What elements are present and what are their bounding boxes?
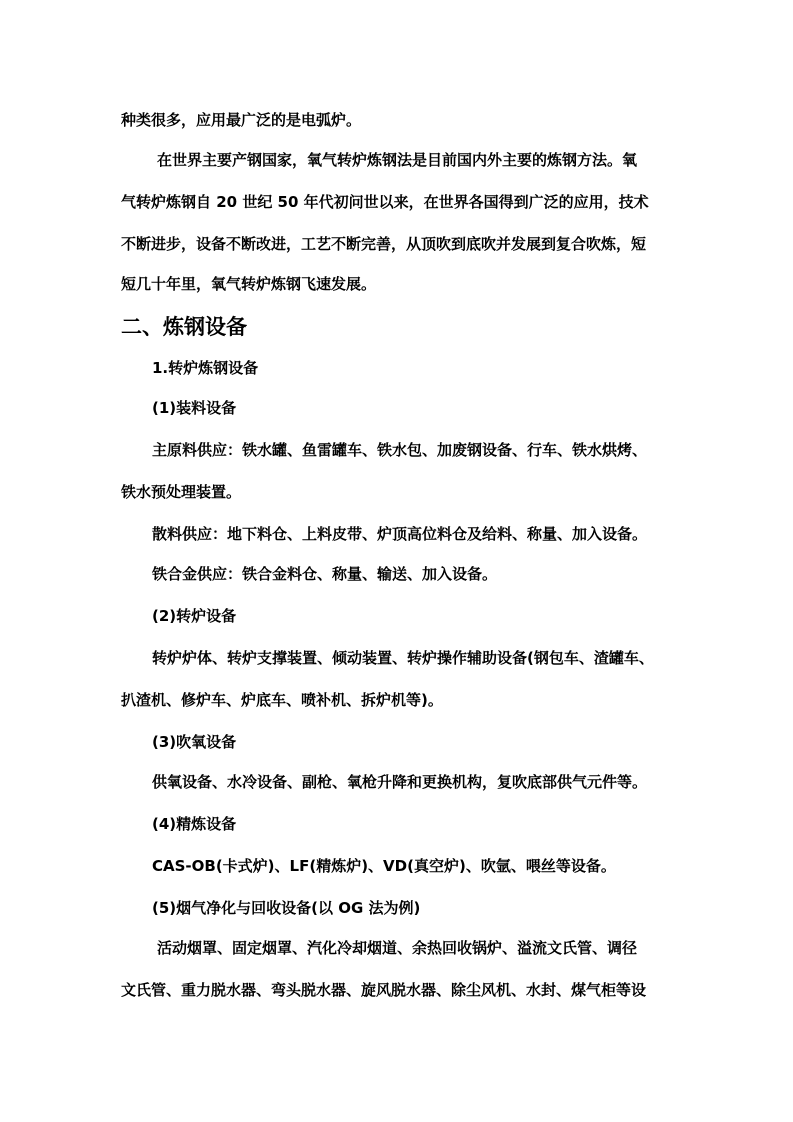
paragraph-line: 种类很多，应用最广泛的是电弧炉。 [121, 111, 362, 129]
subsection-heading: (3)吹氧设备 [152, 733, 237, 751]
paragraph-line: 文氏管、重力脱水器、弯头脱水器、旋风脱水器、除尘风机、水封、煤气柜等设 [121, 981, 647, 999]
paragraph-line: 铁水预处理装置。 [121, 483, 242, 501]
section-heading: 二、炼钢设备 [121, 315, 247, 339]
paragraph-line: 短几十年里，氧气转炉炼钢飞速发展。 [121, 275, 377, 293]
subsection-heading: (4)精炼设备 [152, 815, 237, 833]
paragraph-line: 铁合金供应：铁合金料仓、称量、输送、加入设备。 [152, 565, 498, 583]
paragraph-line: 在世界主要产钢国家，氧气转炉炼钢法是目前国内外主要的炼钢方法。氧 [157, 151, 638, 169]
paragraph-line: 不断进步，设备不断改进，工艺不断完善，从顶吹到底吹并发展到复合吹炼，短 [121, 235, 647, 253]
paragraph-line: 活动烟罩、固定烟罩、汽化冷却烟道、余热回收锅炉、溢流文氏管、调径 [157, 939, 638, 957]
paragraph-line: 供氧设备、水冷设备、副枪、氧枪升降和更换机构，复吹底部供气元件等。 [152, 773, 648, 791]
paragraph-line: 转炉炉体、转炉支撑装置、倾动装置、转炉操作辅助设备(钢包车、渣罐车、 [152, 649, 654, 667]
paragraph-line: 气转炉炼钢自 20 世纪 50 年代初问世以来，在世界各国得到广泛的应用，技术 [121, 193, 649, 211]
subsection-heading: 1.转炉炼钢设备 [152, 359, 259, 377]
paragraph-line: CAS-OB(卡式炉)、LF(精炼炉)、VD(真空炉)、吹氩、喂丝等设备。 [152, 857, 616, 875]
paragraph-line: 散料供应：地下料仓、上料皮带、炉顶高位料仓及给料、称量、加入设备。 [152, 525, 648, 543]
subsection-heading: (2)转炉设备 [152, 607, 237, 625]
subsection-heading: (5)烟气净化与回收设备(以 OG 法为例) [152, 899, 421, 917]
subsection-heading: (1)装料设备 [152, 399, 237, 417]
paragraph-line: 扒渣机、修炉车、炉底车、喷补机、拆炉机等)。 [121, 691, 443, 709]
paragraph-line: 主原料供应：铁水罐、鱼雷罐车、铁水包、加废钢设备、行车、铁水烘烤、 [152, 441, 648, 459]
